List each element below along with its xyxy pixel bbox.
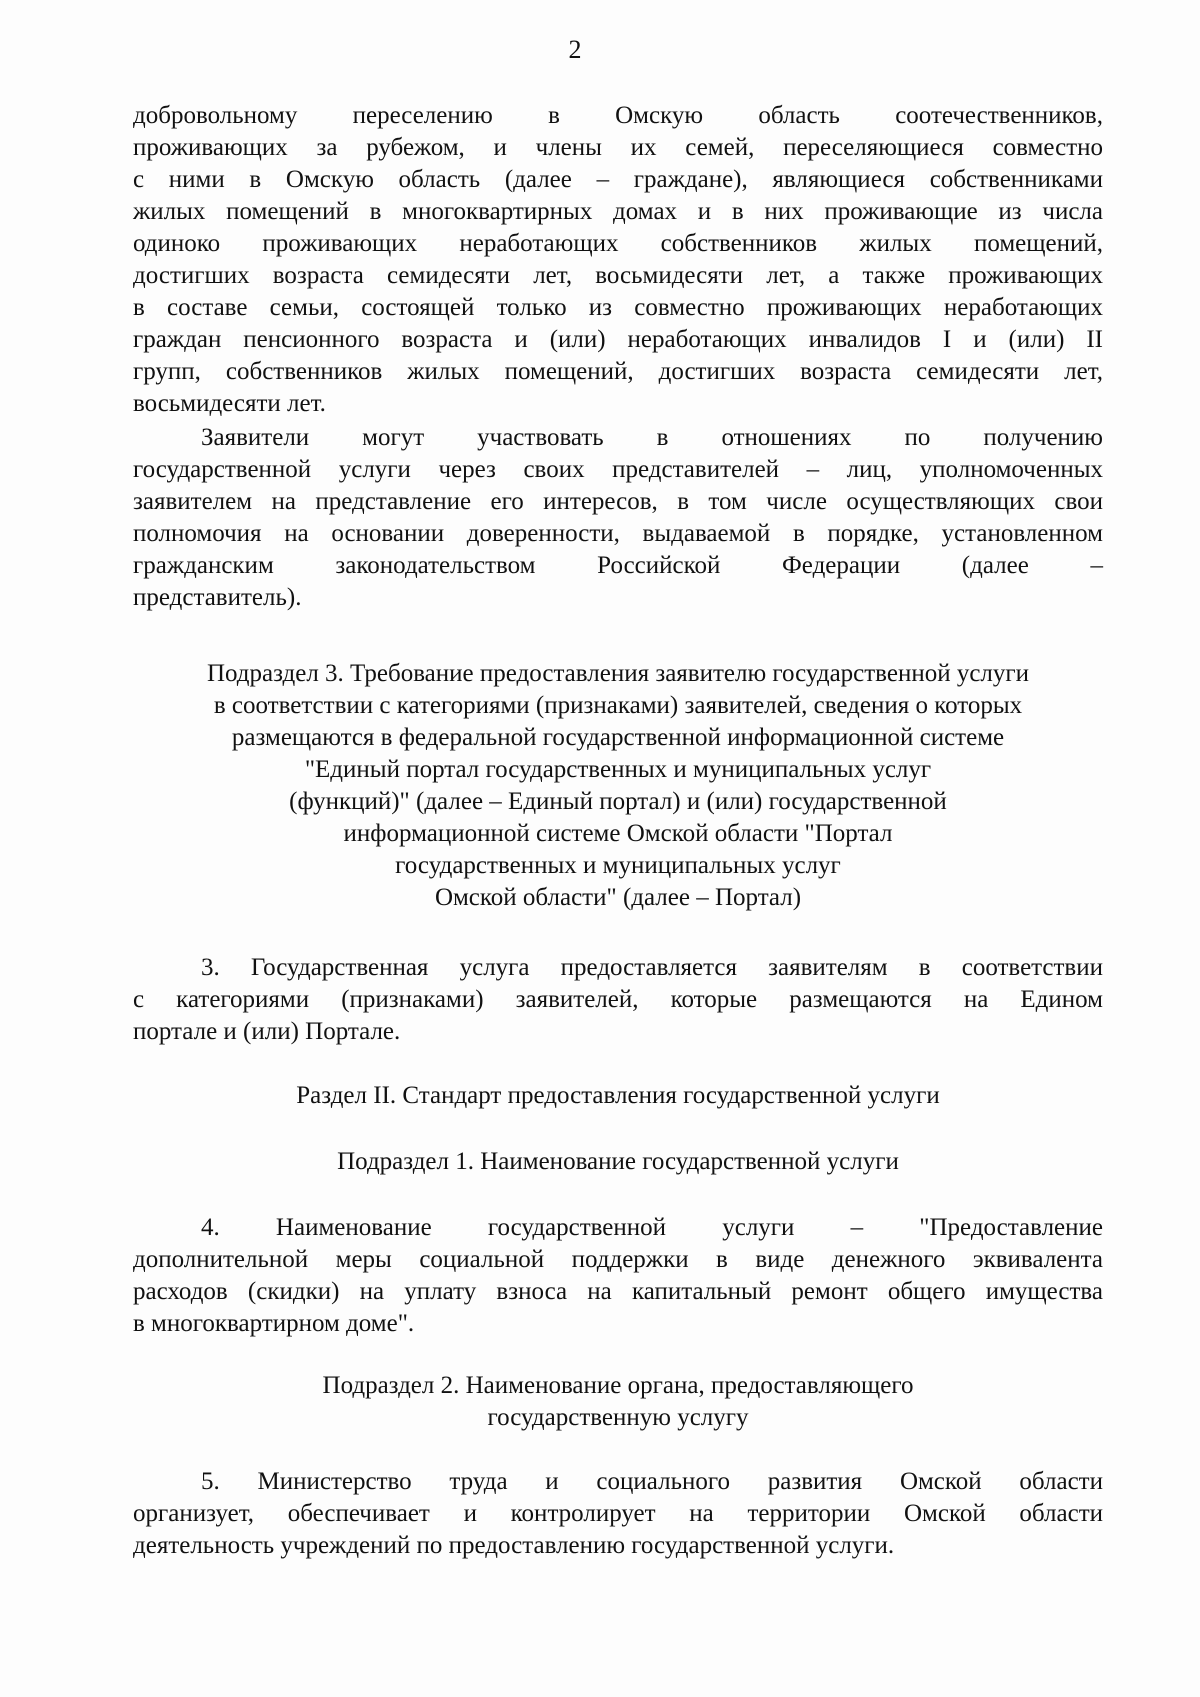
paragraph-line: 3. Государственная услуга предоставляется заявителям в соответствии: [201, 954, 1103, 981]
paragraph-line: гражданским законодательством Российской Федерации (далее –: [133, 552, 1103, 579]
heading-line: Раздел II. Стандарт предоставления государственной услуги: [296, 1082, 940, 1109]
paragraph-line: деятельность учреждений по предоставлению государственной услуги.: [133, 1532, 895, 1559]
paragraph-4: [133, 1212, 1103, 1340]
paragraph-5: [133, 1466, 1103, 1562]
heading-line: Подраздел 3. Требование предоставления заявителю государственной услуги: [206, 660, 1030, 687]
paragraph-line: граждан пенсионного возраста и (или) неработающих инвалидов I и (или) II: [133, 326, 1103, 353]
heading-line: государственную услугу: [487, 1404, 749, 1431]
heading-line: в соответствии с категориями (признаками) заявителей, сведения о которых: [213, 692, 1023, 719]
paragraph-line: 5. Министерство труда и социального развития Омской области: [201, 1468, 1103, 1495]
paragraph-line: восьмидесяти лет.: [133, 390, 326, 417]
paragraph-line: в многоквартирном доме".: [133, 1310, 415, 1337]
heading-line: Подраздел 2. Наименование органа, предоставляющего: [322, 1372, 914, 1399]
paragraph-line: с ними в Омскую область (далее – граждане), являющиеся собственниками: [133, 166, 1103, 193]
paragraph-line: в составе семьи, состоящей только из совместно проживающих неработающих: [133, 294, 1103, 321]
paragraph-line: государственной услуги через своих представителей – лиц, уполномоченных: [133, 456, 1103, 483]
paragraph-line: организует, обеспечивает и контролирует на территории Омской области: [133, 1500, 1103, 1527]
paragraph-line: дополнительной меры социальной поддержки в виде денежного эквивалента: [133, 1246, 1103, 1273]
heading-line: (функций)" (далее – Единый портал) и (или) государственной: [289, 788, 947, 815]
paragraph-line: заявителем на представление его интересов, в том числе осуществляющих свои: [133, 488, 1103, 515]
heading-subsection-3: [133, 658, 1103, 914]
paragraph-line: одиноко проживающих неработающих собственников жилых помещений,: [133, 230, 1103, 257]
paragraph-intro: [133, 100, 1103, 420]
heading-line: Подраздел 1. Наименование государственной услуги: [337, 1148, 899, 1175]
heading-section-2: [133, 1080, 1103, 1112]
paragraph-representatives: [133, 422, 1103, 614]
paragraph-line: проживающих за рубежом, и члены их семей, переселяющиеся совместно: [133, 134, 1103, 161]
heading-line: Омской области" (далее – Портал): [434, 884, 802, 911]
paragraph-line: Заявители могут участвовать в отношениях по получению: [201, 424, 1103, 451]
paragraph-3: [133, 952, 1103, 1048]
paragraph-line: групп, собственников жилых помещений, достигших возраста семидесяти лет,: [133, 358, 1103, 385]
paragraph-line: жилых помещений в многоквартирных домах и в них проживающие из числа: [133, 198, 1103, 225]
paragraph-line: полномочия на основании доверенности, выдаваемой в порядке, установленном: [133, 520, 1103, 547]
paragraph-line: расходов (скидки) на уплату взноса на капитальный ремонт общего имущества: [133, 1278, 1103, 1305]
heading-line: размещаются в федеральной государственной информационной системе: [231, 724, 1005, 751]
heading-subsection-1: [133, 1146, 1103, 1178]
page-number: 2: [568, 35, 582, 64]
heading-line: "Единый портал государственных и муниципальных услуг: [304, 756, 932, 783]
paragraph-line: представитель).: [133, 584, 302, 611]
paragraph-line: достигших возраста семидесяти лет, восьмидесяти лет, а также проживающих: [133, 262, 1103, 289]
paragraph-line: портале и (или) Портале.: [133, 1018, 401, 1045]
heading-line: информационной системе Омской области "Портал: [343, 820, 893, 847]
paragraph-line: с категориями (признаками) заявителей, которые размещаются на Едином: [133, 986, 1103, 1013]
paragraph-line: 4. Наименование государственной услуги – "Предоставление: [201, 1214, 1103, 1241]
heading-subsection-2: [133, 1370, 1103, 1434]
paragraph-line: добровольному переселению в Омскую область соотечественников,: [133, 102, 1103, 129]
heading-line: государственных и муниципальных услуг: [395, 852, 841, 879]
